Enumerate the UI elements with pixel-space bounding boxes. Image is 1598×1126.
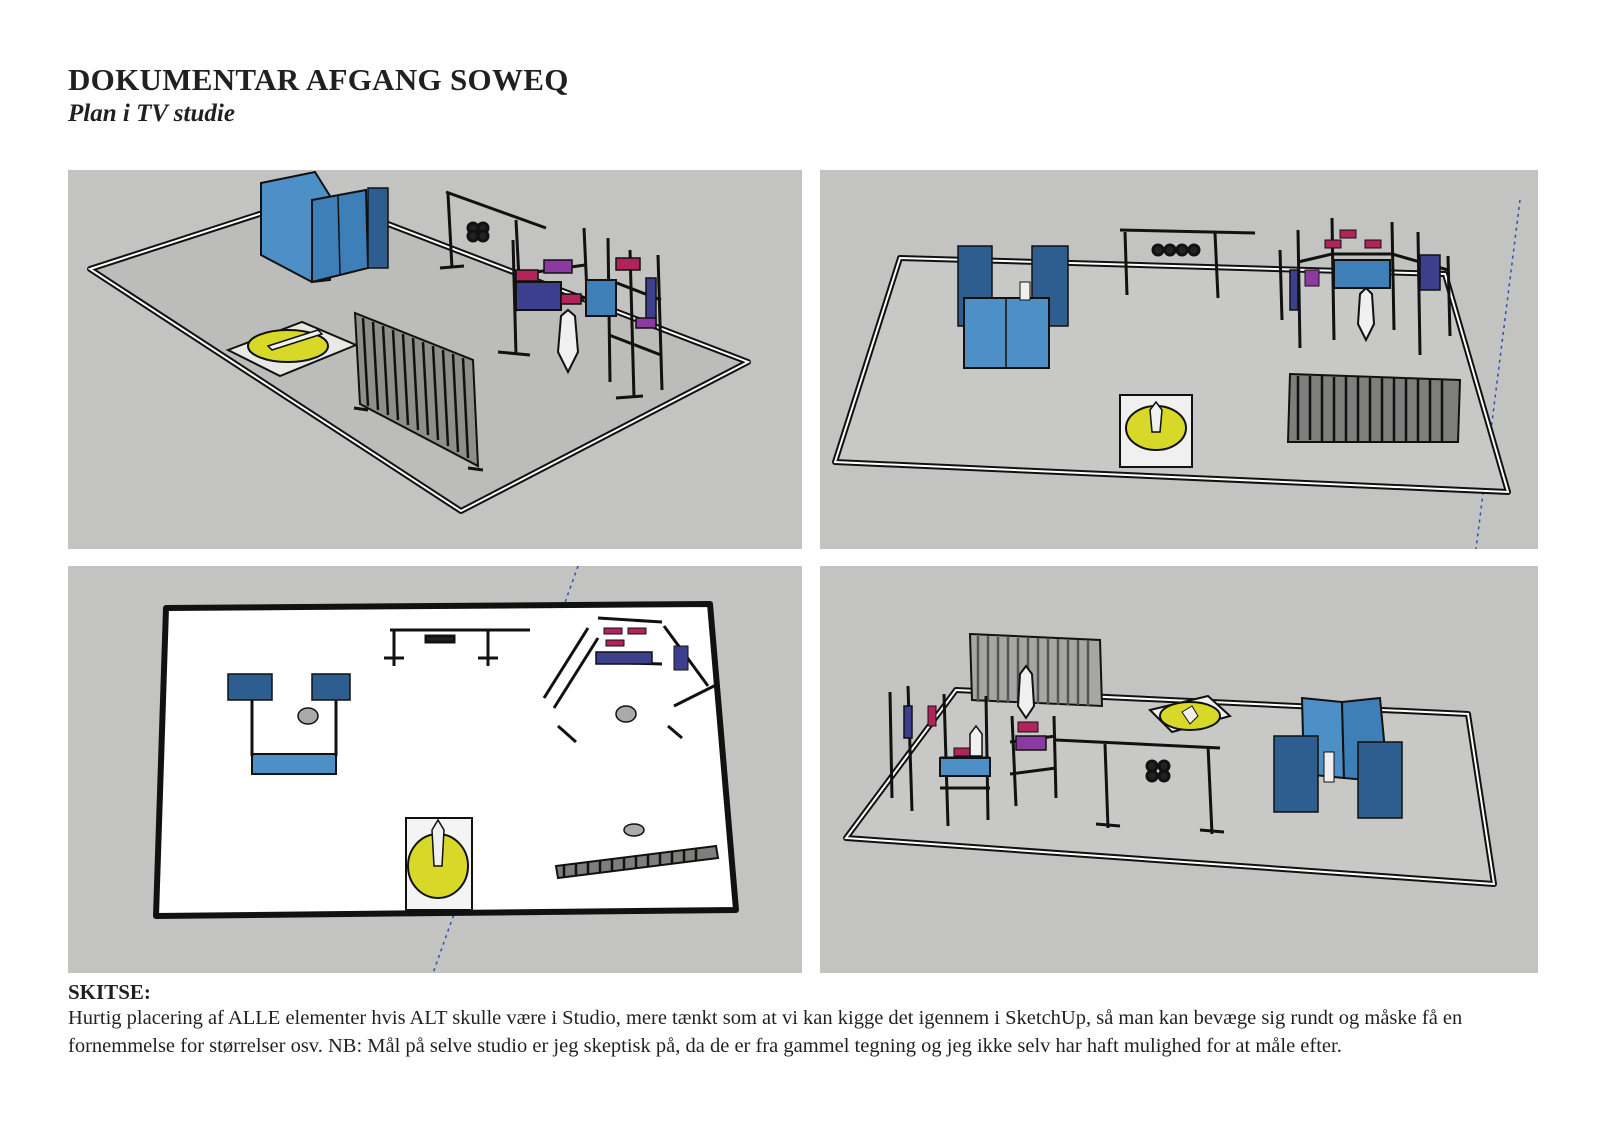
- perspective-view-1: [68, 170, 802, 549]
- perspective-view-4: [820, 566, 1538, 973]
- blue-booth: [261, 172, 388, 282]
- yellow-mat: [1120, 395, 1192, 467]
- document-title: DOKUMENTAR AFGANG SOWEQ: [68, 62, 569, 97]
- top-view: [68, 566, 802, 973]
- perspective-view-2: [820, 170, 1538, 549]
- curtain-wall: [970, 634, 1102, 706]
- curtain-wall: [1288, 374, 1460, 442]
- document-subtitle: Plan i TV studie: [68, 100, 235, 127]
- target-cutout: [1018, 666, 1034, 718]
- sketch-heading: SKITSE:: [68, 980, 151, 1004]
- yellow-mat: [406, 818, 472, 910]
- sketch-description: Hurtig placering af ALLE elementer hvis ALT skulle være i Studio, mere tænkt som at vi kan kigge det igennem i SketchUp, så man kan bevæge sig rundt og måske få en fornemmelse for størrelser osv. NB: Mål på selve studio er jeg skeptisk på, da de er fra gammel tegning og jeg ikke selv har haft mulighed for at måle efter.: [68, 1007, 1463, 1057]
